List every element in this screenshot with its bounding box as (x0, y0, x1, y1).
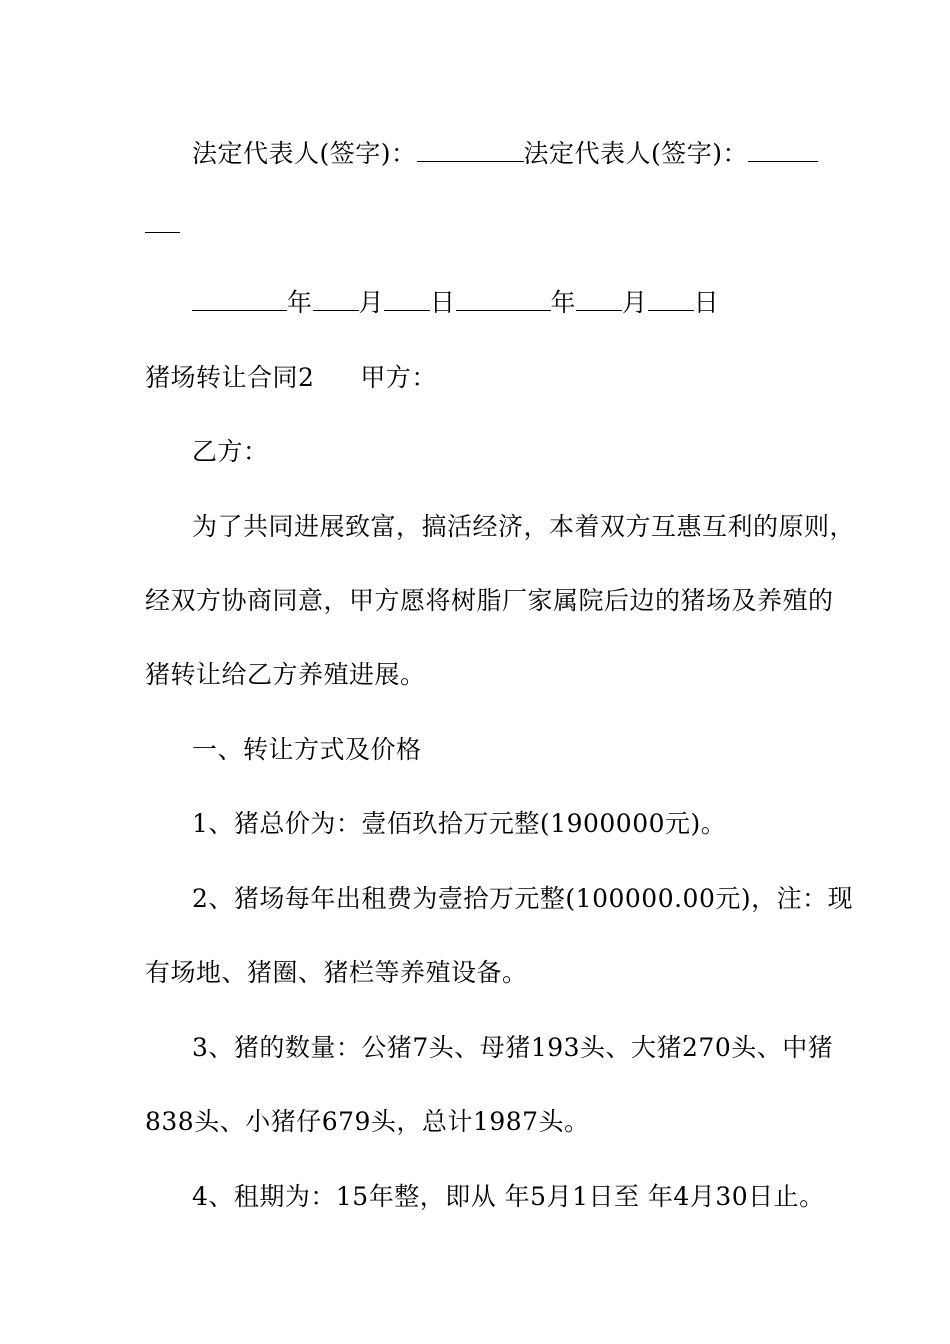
date-a-month-label: 月 (358, 288, 385, 317)
legal-rep-label-a: 法定代表人(签字)： (192, 139, 417, 168)
date-a-month-blank[interactable] (313, 288, 359, 311)
item-1: 1、猪总价为：壹佰玖拾万元整(1900000元)。 (192, 809, 727, 838)
legal-rep-label-b: 法定代表人(签字)： (523, 139, 749, 168)
date-b-month-blank[interactable] (576, 288, 622, 311)
item-2-line-1: 2、猪场每年出租费为壹拾万元整(100000.00元)，注：现 (192, 884, 854, 913)
date-b-year-label: 年 (550, 288, 577, 317)
party-b-label: 乙方： (192, 437, 269, 466)
date-b-day-blank[interactable] (648, 288, 694, 311)
item-2-line-2: 有场地、猪圈、猪栏等养殖设备。 (145, 958, 528, 987)
intro-line-1: 为了共同进展致富，搞活经济，本着双方互惠互利的原则， (192, 512, 856, 541)
date-row (192, 288, 719, 318)
contract-title: 猪场转让合同2 (145, 363, 315, 392)
date-b-year-blank[interactable] (456, 288, 551, 311)
intro-line-3: 猪转让给乙方养殖进展。 (145, 660, 426, 689)
signature-blank-continuation (145, 210, 180, 240)
date-a-day-label: 日 (430, 288, 456, 317)
signature-blank-a[interactable] (417, 139, 524, 162)
item-3-line-2: 838头、小猪仔679头，总计1987头。 (145, 1107, 590, 1136)
signature-row (192, 139, 818, 169)
date-a-year-blank[interactable] (192, 288, 287, 311)
signature-blank-b[interactable] (748, 139, 818, 162)
date-b-month-label: 月 (622, 288, 648, 317)
signature-blank-b-tail[interactable] (145, 210, 180, 233)
date-a-year-label: 年 (287, 288, 313, 317)
item-3-line-1: 3、猪的数量：公猪7头、母猪193头、大猪270头、中猪 (192, 1033, 834, 1062)
date-b-day-label: 日 (693, 288, 720, 317)
section-1-title: 一、转让方式及价格 (192, 735, 422, 764)
contract-heading (145, 363, 437, 393)
item-4: 4、租期为：15年整，即从 年5月1日至 年4月30日止。 (192, 1182, 825, 1211)
party-a-label: 甲方： (360, 363, 437, 392)
intro-line-2: 经双方协商同意，甲方愿将树脂厂家属院后边的猪场及养殖的 (145, 586, 834, 615)
date-a-day-blank[interactable] (384, 288, 430, 311)
